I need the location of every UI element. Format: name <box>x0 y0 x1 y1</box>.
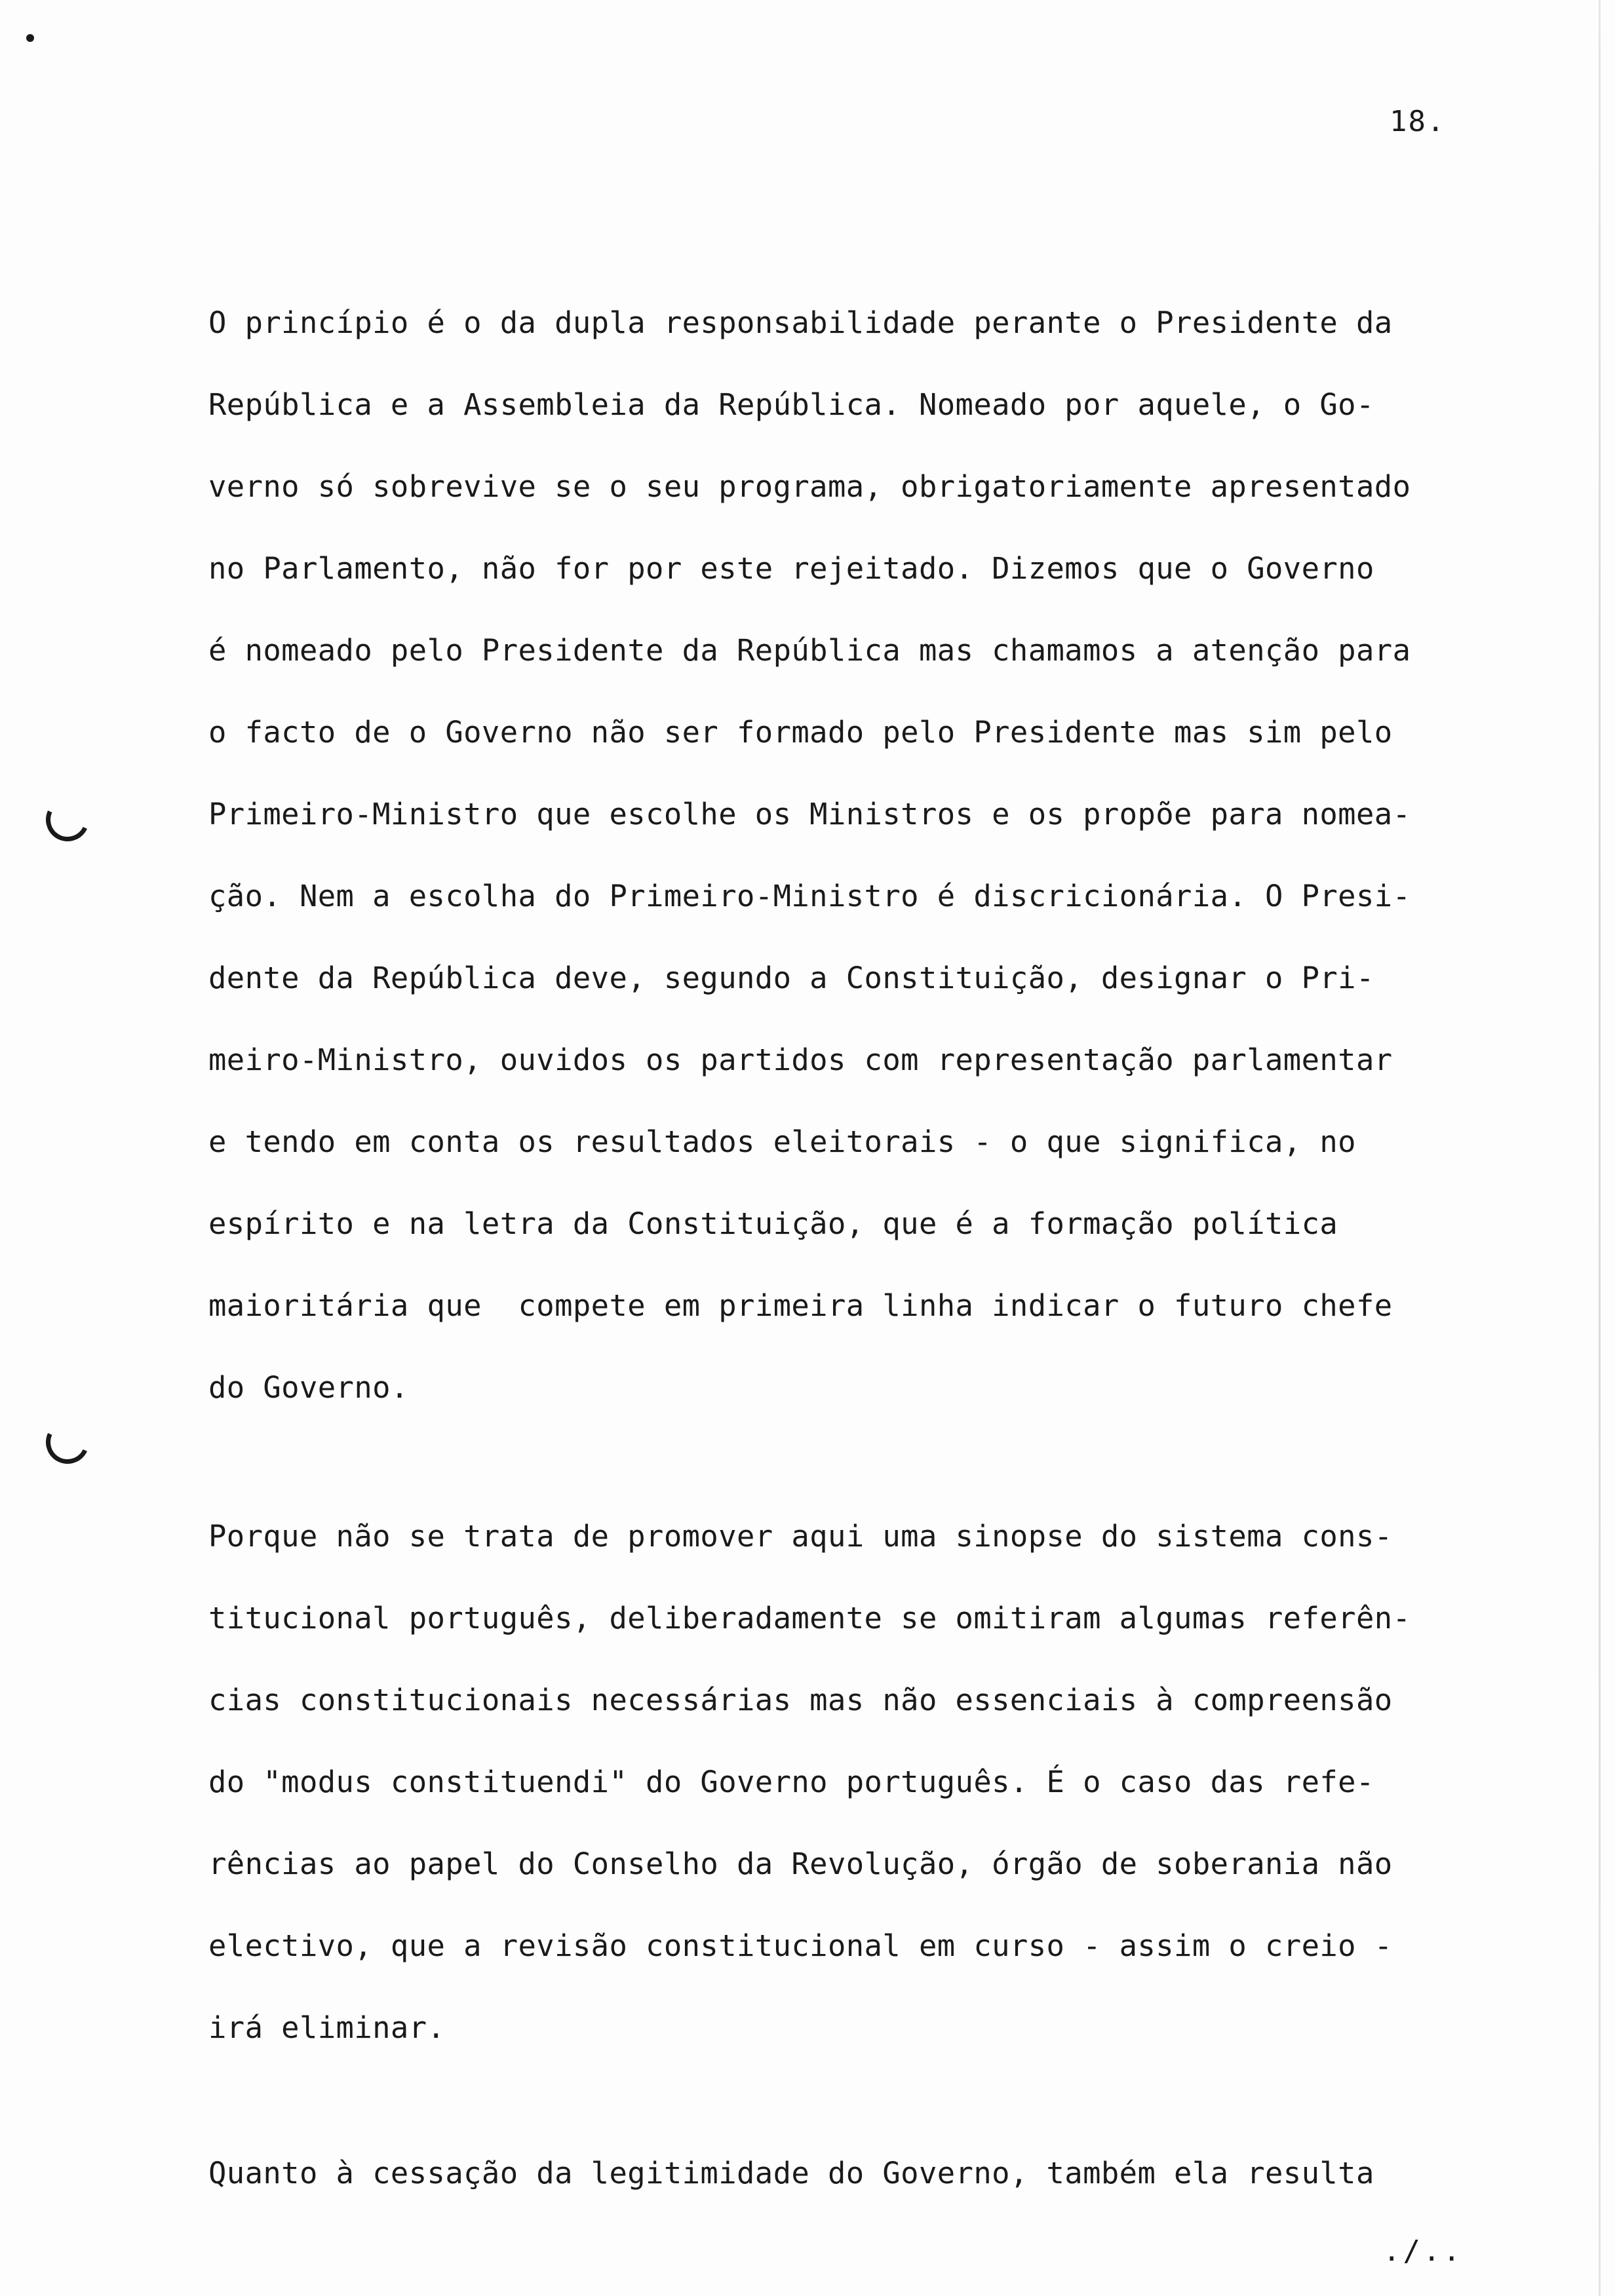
paragraph-2 <box>208 1495 1526 2069</box>
text-line: República e a Assembleia da República. Nomeado por aquele, o Go- <box>208 387 1374 422</box>
text-line: do "modus constituendi" do Governo português. É o caso das refe- <box>208 1765 1374 1799</box>
text-line: meiro-Ministro, ouvidos os partidos com representação parlamentar <box>208 1043 1393 1077</box>
text-line: dente da República deve, segundo a Constituição, designar o Pri- <box>208 961 1374 995</box>
text-line: rências ao papel do Conselho da Revolução, órgão de soberania não <box>208 1846 1393 1881</box>
binder-hole-mark <box>40 1415 96 1470</box>
text-line: e tendo em conta os resultados eleitorais - o que significa, no <box>208 1124 1356 1159</box>
text-line: Quanto à cessação da legitimidade do Governo, também ela resulta <box>208 2156 1374 2191</box>
text-line: espírito e na letra da Constituição, que é a formação política <box>208 1206 1338 1241</box>
text-line: cias constitucionais necessárias mas não essenciais à compreensão <box>208 1683 1393 1717</box>
text-line: do Governo. <box>208 1370 409 1405</box>
text-line: o facto de o Governo não ser formado pelo Presidente mas sim pelo <box>208 715 1393 750</box>
text-line: verno só sobrevive se o seu programa, obrigatoriamente apresentado <box>208 469 1411 504</box>
text-line: O princípio é o da dupla responsabilidade perante o Presidente da <box>208 305 1393 340</box>
text-line: Primeiro-Ministro que escolhe os Ministros e os propõe para nomea- <box>208 797 1411 832</box>
paragraph-3 <box>208 2132 1526 2214</box>
scan-speck <box>26 34 34 42</box>
page-number: 18. <box>1390 105 1446 138</box>
continuation-mark: ./.. <box>1383 2234 1463 2268</box>
text-line: ção. Nem a escolha do Primeiro-Ministro é discricionária. O Presi- <box>208 879 1411 913</box>
text-line: Porque não se trata de promover aqui uma sinopse do sistema cons- <box>208 1519 1393 1554</box>
text-line: irá eliminar. <box>208 2010 446 2045</box>
text-line: titucional português, deliberadamente se omitiram algumas referên- <box>208 1601 1411 1636</box>
paragraph-1 <box>208 282 1526 1428</box>
text-line: no Parlamento, não for por este rejeitado. Dizemos que o Governo <box>208 551 1374 586</box>
binder-hole-mark <box>40 792 96 848</box>
text-line: electivo, que a revisão constitucional em curso - assim o creio - <box>208 1928 1393 1963</box>
text-line: é nomeado pelo Presidente da República mas chamamos a atenção para <box>208 633 1411 668</box>
text-line: maioritária que compete em primeira linha indicar o futuro chefe <box>208 1288 1393 1323</box>
page-edge-shadow <box>1599 0 1601 2296</box>
